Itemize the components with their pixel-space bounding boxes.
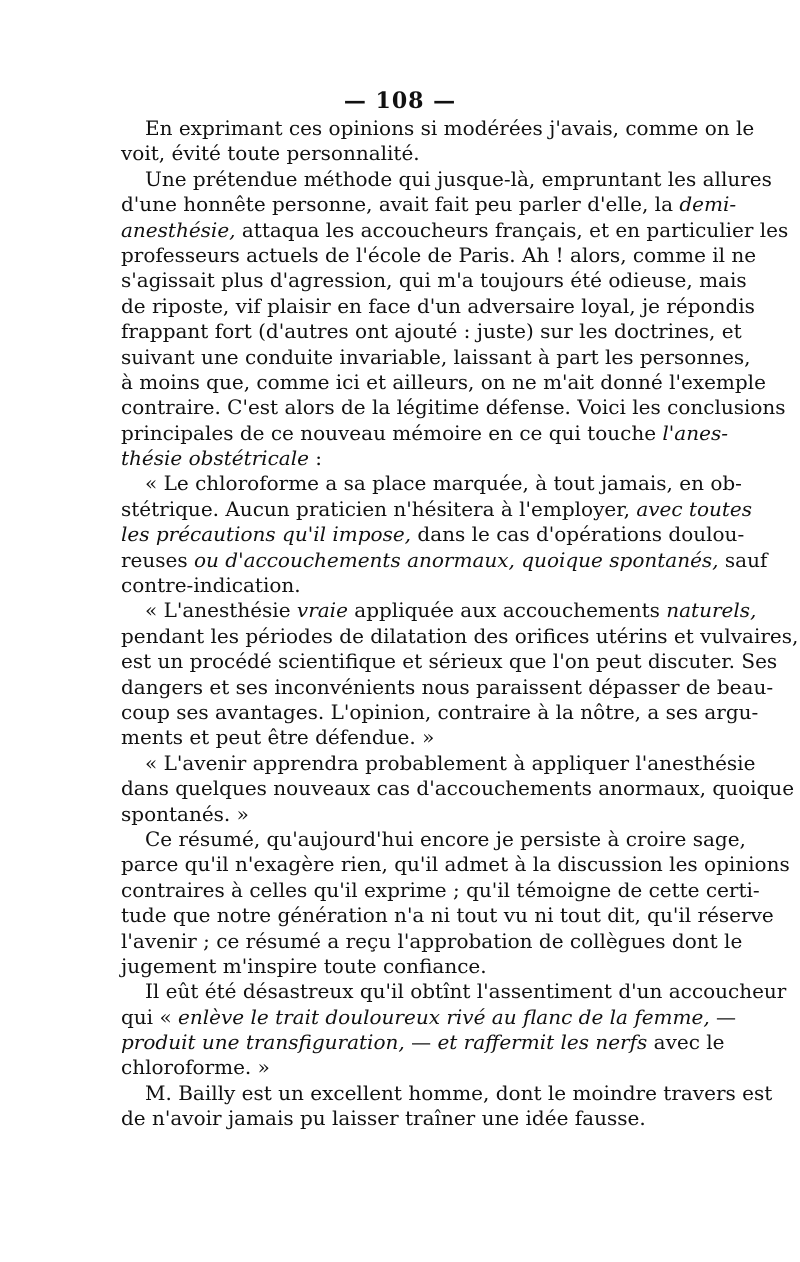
- text-line: spontanés. »: [121, 801, 249, 826]
- text-line: [121, 522, 745, 547]
- text-line: « L'avenir apprendra probablement à appliquer l'anesthésie: [145, 750, 756, 775]
- italic-text: vraie: [296, 598, 348, 623]
- text-line: pendant les périodes de dilatation des orifices utérins et vulvaires,: [121, 623, 799, 648]
- text-line: est un procédé scientifique et sérieux que l'on peut discuter. Ses: [121, 649, 778, 674]
- text-line: tude que notre génération n'a ni tout vu ni tout dit, qu'il réserve: [121, 903, 774, 928]
- text-segment: avec le: [647, 1030, 725, 1055]
- text-line: s'agissait plus d'agression, qui m'a toujours été odieuse, mais: [121, 268, 747, 293]
- italic-text: et raffermit les nerfs: [437, 1030, 648, 1055]
- italic-text: enlève le trait douloureux rivé au flanc de la femme,: [178, 1004, 710, 1029]
- text-segment: principales de ce nouveau mémoire en ce qui touche: [121, 420, 663, 445]
- text-line: [121, 598, 757, 623]
- text-line: professeurs actuels de l'école de Paris. Ah ! alors, comme il ne: [121, 242, 757, 267]
- text-line: jugement m'inspire toute confiance.: [121, 953, 487, 978]
- text-line: [121, 192, 737, 217]
- text-segment: —: [709, 1004, 737, 1029]
- italic-text: anesthésie,: [121, 217, 236, 242]
- text-line: Il eût été désastreux qu'il obtînt l'assentiment d'un accoucheur: [145, 979, 787, 1004]
- text-line: à moins que, comme ici et ailleurs, on ne m'ait donné l'exemple: [121, 369, 766, 394]
- text-line: chloroforme. »: [121, 1055, 270, 1080]
- text-line: [121, 1030, 725, 1055]
- italic-text: l'anes-: [662, 420, 728, 445]
- text-line: Ce résumé, qu'aujourd'hui encore je persiste à croire sage,: [145, 826, 746, 851]
- italic-text: thésie obstétricale: [121, 446, 309, 471]
- text-line: [121, 1004, 737, 1030]
- text-line: [121, 446, 673, 471]
- text-line: En exprimant ces opinions si modérées j'avais, comme on le: [145, 116, 755, 140]
- italic-text: les précautions qu'il impose,: [121, 522, 412, 547]
- text-line: contraires à celles qu'il exprime ; qu'il témoigne de cette certi-: [121, 877, 760, 902]
- text-line: parce qu'il n'exagère rien, qu'il admet à la discussion les opinions: [121, 852, 790, 877]
- italic-text: avec toutes: [636, 496, 753, 521]
- text-segment: appliquée aux accouchements: [347, 598, 667, 623]
- text-line: l'avenir ; ce résumé a reçu l'approbation de collègues dont le: [121, 928, 743, 953]
- text-segment: :: [308, 446, 323, 471]
- text-segment: reuses: [121, 547, 194, 572]
- italic-text: naturels,: [666, 598, 757, 623]
- text-segment: dans le cas d'opérations doulou-: [411, 522, 745, 547]
- text-segment: sauf: [718, 547, 768, 572]
- text-line: suivant une conduite invariable, laissant à part les personnes,: [121, 344, 751, 369]
- text-line: frappant fort (d'autres ont ajouté : juste) sur les doctrines, et: [121, 319, 742, 344]
- text-line: Une prétendue méthode qui jusque-là, empruntant les allures: [145, 166, 772, 191]
- text-line: dangers et ses inconvénients nous paraissent dépasser de beau-: [121, 674, 774, 699]
- text-line: contraire. C'est alors de la légitime défense. Voici les conclusions: [121, 395, 786, 420]
- text-line: ments et peut être défendue. »: [121, 725, 435, 750]
- text-segment: attaqua les accoucheurs français, et en particulier les: [235, 217, 789, 242]
- body-text: [121, 116, 799, 1132]
- text-line: de riposte, vif plaisir en face d'un adversaire loyal, je répondis: [121, 293, 755, 318]
- italic-text: demi-: [679, 192, 737, 217]
- text-line: « Le chloroforme a sa place marquée, à tout jamais, en ob-: [145, 471, 742, 496]
- text-line: M. Bailly est un excellent homme, dont le moindre travers est: [145, 1080, 773, 1105]
- text-line: [121, 547, 768, 573]
- text-line: voit, évité toute personnalité.: [121, 141, 420, 166]
- text-segment: d'une honnête personne, avait fait peu parler d'elle, la: [121, 192, 680, 217]
- page-number: — 108 —: [343, 88, 457, 114]
- italic-text: produit une transfiguration,: [121, 1030, 405, 1055]
- text-segment: « L'anesthésie: [145, 598, 297, 623]
- text-line: [121, 420, 728, 446]
- text-line: contre-indication.: [121, 573, 301, 598]
- text-segment: stétrique. Aucun praticien n'hésitera à l'employer,: [121, 496, 637, 521]
- text-line: de n'avoir jamais pu laisser traîner une idée fausse.: [121, 1106, 646, 1131]
- text-line: [121, 496, 753, 522]
- text-line: [121, 217, 789, 243]
- text-segment: qui «: [121, 1004, 179, 1029]
- text-line: dans quelques nouveaux cas d'accouchements anormaux, quoique: [121, 776, 795, 801]
- italic-text: ou d'accouchements anormaux, quoique spontanés,: [194, 547, 719, 572]
- text-segment: —: [404, 1030, 438, 1055]
- text-line: coup ses avantages. L'opinion, contraire à la nôtre, a ses argu-: [121, 699, 759, 724]
